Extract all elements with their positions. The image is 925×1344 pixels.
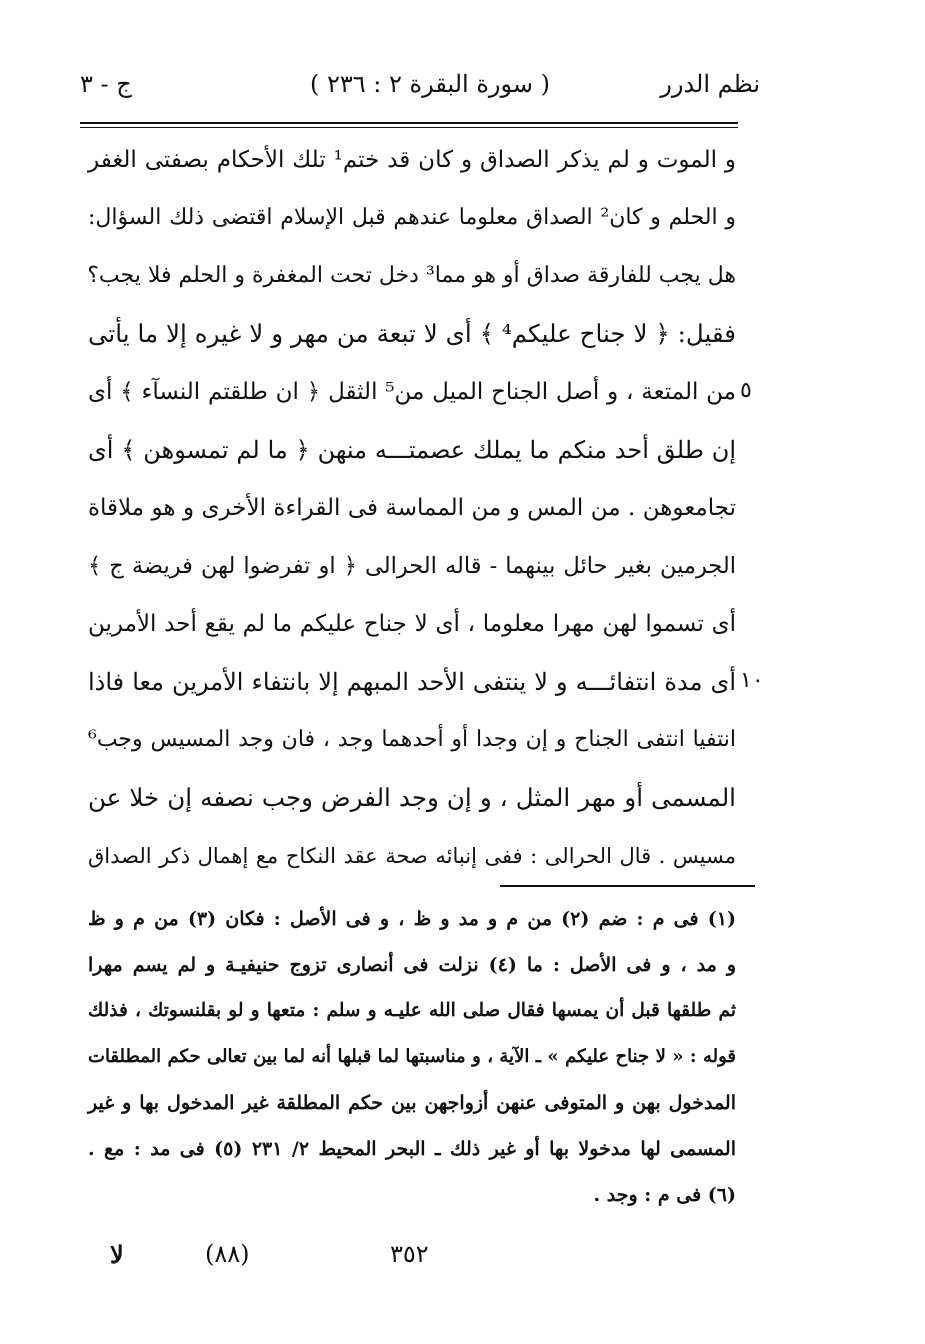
- footnote-line: المسمى لها مدخولا بها أو غير ذلك ـ البحر المحيط ٢/ ٢٣١ (٥) فى مد : مع .: [88, 1138, 736, 1160]
- text-line: المسمى أو مهر المثل ، و إن وجد الفرض وجب نصفه إن خلا عن: [88, 783, 736, 812]
- running-header: [80, 70, 760, 110]
- header-rule-thin: [80, 127, 738, 128]
- footnote-separator: [500, 885, 755, 887]
- book-title: نظم الدرر: [660, 70, 760, 98]
- text-line: مسيس . قال الحرالى : ففى إنبائه صحة عقد النكاح مع إهمال ذكر الصداق: [88, 844, 736, 868]
- footnote-line: المدخول بهن و المتوفى عنهن أزواجهن بين حكم المطلقة غير المدخول بها و غير: [88, 1092, 736, 1114]
- text-line: تجامعوهن . من المس و من المماسة فى القراءة الأخرى و هو ملاقاة: [88, 495, 736, 521]
- text-line: انتفيا انتفى الجناح و إن وجدا أو أحدهما وجد ، فان وجد المسيس وجب⁶: [88, 727, 736, 752]
- volume-label: ج - ٣: [80, 70, 132, 98]
- main-text: [88, 138, 736, 892]
- line-number-5: ٥: [740, 378, 752, 403]
- text-line: إن طلق أحد منكم ما يملك عصمتـــه منهن ﴿ ما لم تمسوهن ﴾ أى: [88, 436, 736, 464]
- footnote-line: و مد ، و فى الأصل : ما (٤) نزلت فى أنصارى تزوج حنيفيـة و لم يسم مهرا: [88, 954, 737, 976]
- surah-reference: ( سورة البقرة ٢ : ٢٣٦ ): [309, 70, 550, 98]
- text-line: و الموت و لم يذكر الصداق و كان قد ختم¹ تلك الأحكام بصفتى الغفر: [88, 147, 736, 173]
- text-line: فقيل: ﴿ لا جناح عليكم⁴ ﴾ أى لا تبعة من مهر و لا غيره إلا ما يأتى: [88, 319, 736, 348]
- catchword: لا: [110, 1240, 124, 1269]
- text-line: الجرمين بغير حائل بينهما - قاله الحرالى ﴿ او تفرضوا لهن فريضة ج ﴾: [88, 553, 736, 579]
- footnote-line: ثم طلقها قبل أن يمسها فقال صلى الله عليـه و سلم : متعها و لو بقلنسوتك ، فذلك: [88, 1000, 736, 1021]
- footnote-line: (٦) فى م : وجد .: [593, 1184, 736, 1206]
- text-line: من المتعة ، و أصل الجناح الميل من⁵ الثقل ﴿ ان طلقتم النسآء ﴾ أى: [88, 379, 736, 405]
- sheet-number: (٨٨): [205, 1240, 250, 1268]
- page-number: ٣٥٢: [390, 1240, 429, 1268]
- footnote-line: (١) فى م : ضم (٢) من م و مد و ظ ، و فى الأصل : فكان (٣) من م و ظ: [88, 908, 736, 930]
- text-line: و الحلم و كان² الصداق معلوما عندهم قبل الإسلام اقتضى ذلك السؤال:: [88, 205, 736, 230]
- text-line: هل يجب للفارقة صداق أو هو مما³ دخل تحت المغفرة و الحلم فلا يجب؟: [87, 263, 736, 288]
- text-line: أى مدة انتفائـــه و لا ينتفى الأحد المبهم إلا بانتفاء الأمرين معا فاذا: [88, 668, 736, 696]
- page-footer: [100, 1240, 750, 1280]
- text-line: أى تسموا لهن مهرا معلوما ، أى لا جناح عليكم ما لم يقع أحد الأمرين: [88, 611, 736, 637]
- header-rule-thick: [80, 122, 738, 124]
- line-number-10: ١٠: [740, 668, 764, 693]
- footnotes: [88, 900, 736, 1222]
- footnote-line: قوله : « لا جناح عليكم » ـ الآية ، و مناسبتها لما قبلها أنه لما بين تعالى حكم المطلقات: [88, 1046, 736, 1067]
